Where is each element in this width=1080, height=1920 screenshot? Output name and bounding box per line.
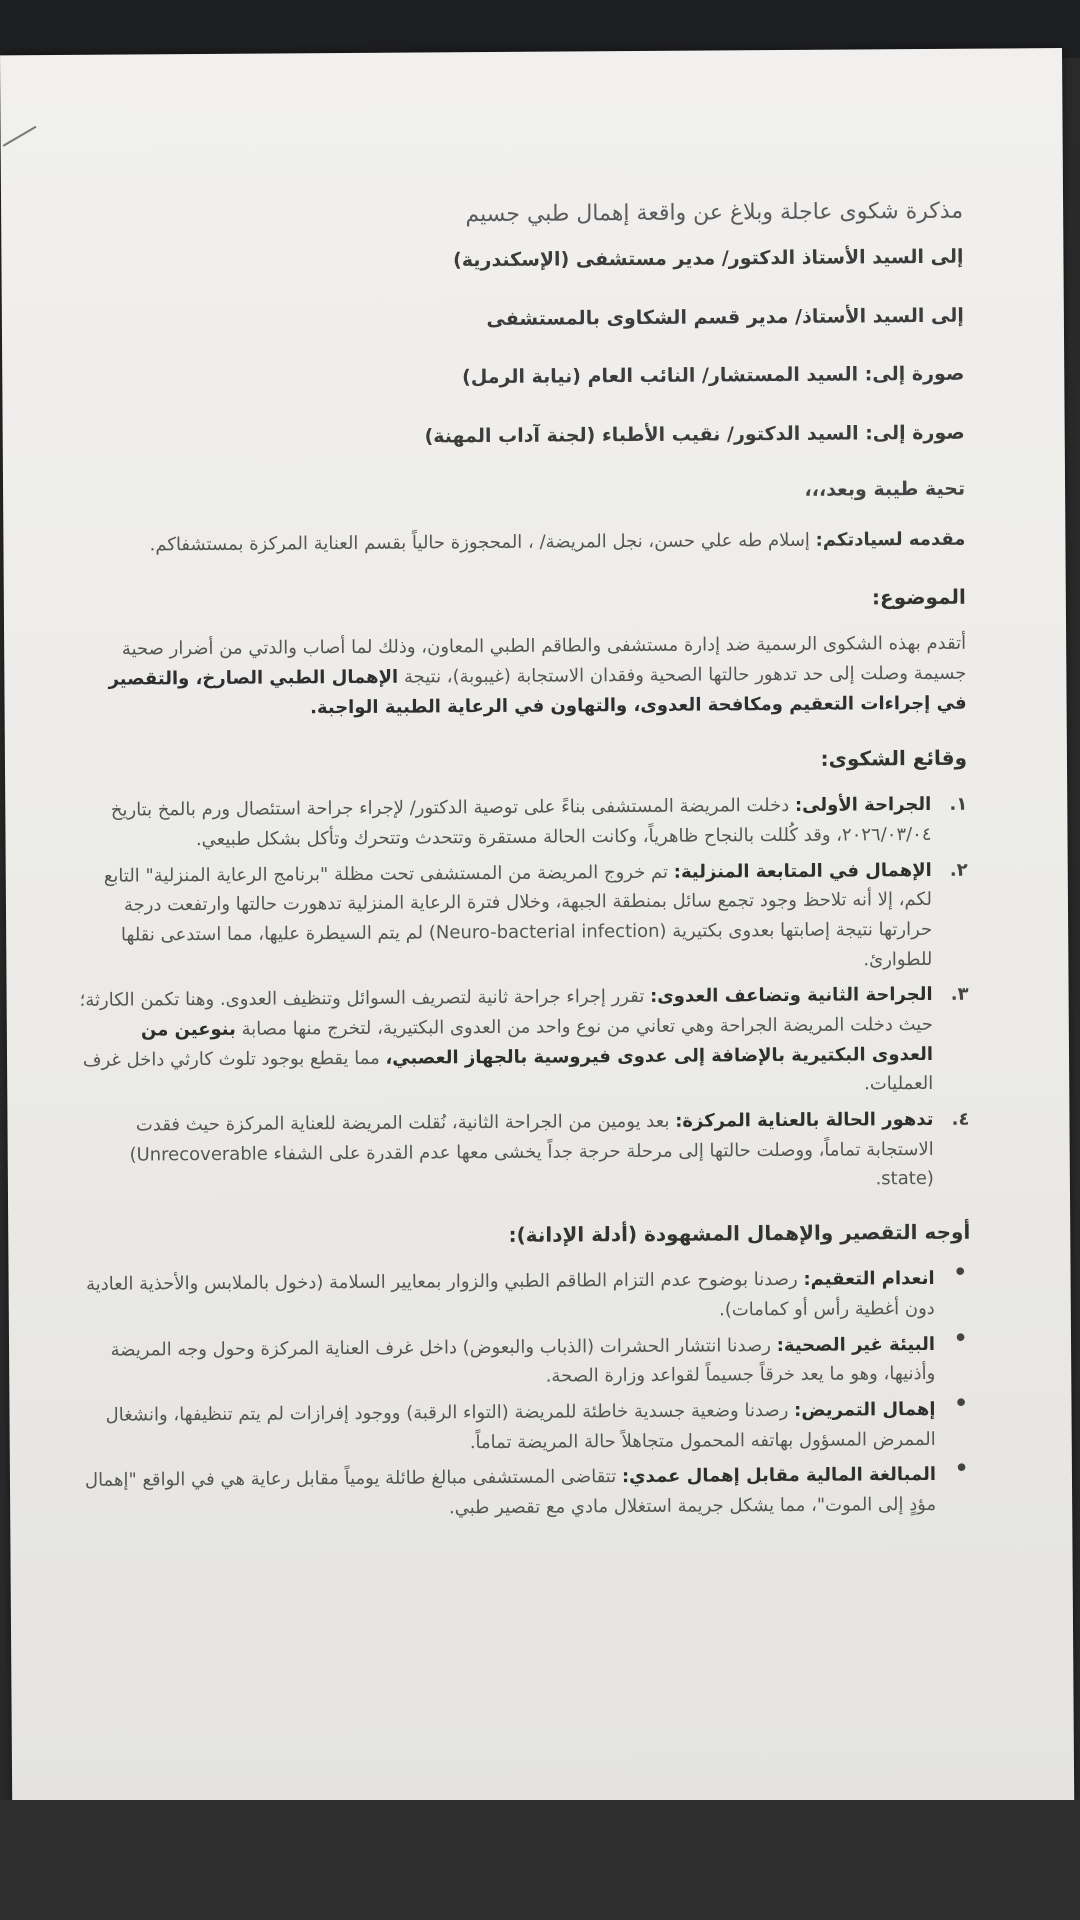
fact-text: دخلت المريضة المستشفى بناءً على توصية الدكتور/ لإجراء جراحة استئصال ورم بالمخ بتاريخ ٢٠٢٦/٠٣/٠٤، وقد كُللت بالنجاح ظاهرياً، وكانت الحالة مستقرة وتتحدث وتتحرك وتأكل بشكل طبيعي. [110,795,932,850]
fact-item-1 [75,790,968,855]
intro-label: مقدمه لسيادتكم: [815,529,966,552]
fact-number: ١. [949,793,968,816]
evidence-text: رصدنا بوضوح عدم التزام الطاقم الطبي والزوار بمعايير السلامة (دخول بالملابس والأحذية العادية دون أغطية رأس أو كمامات). [86,1269,935,1321]
evidence-text: رصدنا انتشار الحشرات (الذباب والبعوض) داخل غرف العناية المركزة وحول وجه المريضة وأذنيها، وهو ما يعد خرقاً جسيماً لقواعد وزارة الصحة. [110,1334,936,1387]
facts-heading: وقائع الشكوى: [820,745,968,771]
addressee-3: صورة إلى: السيد المستشار/ النائب العام (نيابة الرمل) [462,362,965,389]
intro-text: إسلام طه علي حسن، نجل المريضة/ ، المحجوزة حالياً بقسم العناية المركزة بمستشفاكم. [149,530,810,556]
page-fold-mark [3,126,37,147]
subject-paragraph [74,629,967,724]
fact-number: ٢. [949,859,968,881]
evidence-item-4 [80,1460,936,1525]
document-page [0,48,1074,1810]
fact-item-2 [76,856,968,981]
evidence-title: المبالغة المالية مقابل إهمال عمدي: [621,1464,937,1488]
subject-bold: الإهمال الطبي الصارخ، والتقصير في إجراءات التعقيم ومكافحة العدوى، والتهاون في الرعاية الطبية الواجبة. [108,666,967,718]
fact-text-end: ) لم يتم السيطرة عليها، مما استدعى نقلها للطوارئ. [120,922,933,971]
evidence-item-1 [79,1264,935,1329]
fact-text: تم خروج المريضة من المستشفى تحت مظلة "برنامج الرعاية المنزلية" التابع لكم، إلا أنه تلاحظ وجود تجمع سائل بمنطقة الجبهة، وخلال فترة الرعاية المنزلية تدهورت حالتها وارتفعت درجة حرارتها نتيجة إصابتها بعدوى بكتيرية ( [103,861,933,942]
intro-paragraph [73,526,965,561]
addressee-2: إلى السيد الأستاذ/ مدير قسم الشكاوى بالمستشفى [486,304,964,330]
fact-latin-term: (Unrecoverable state) [129,1143,934,1190]
bottom-dark-edge [0,1800,1080,1920]
greeting: تحية طيبة وبعد،،، [804,478,966,502]
fact-title: الجراحة الأولى: [794,794,932,817]
facts-list [75,790,970,1200]
evidence-list [79,1264,973,1526]
fact-title: تدهور الحالة بالعناية المركزة: [675,1109,934,1132]
document-body [71,199,972,1532]
fact-text-end: . [875,1168,882,1190]
addressee-4: صورة إلى: السيد الدكتور/ نقيب الأطباء (لجنة آداب المهنة) [424,421,965,448]
fact-number: ٣. [950,984,969,1006]
evidence-item-2 [79,1329,935,1394]
fact-item-3 [77,980,969,1105]
fact-title: الجراحة الثانية وتضاعف العدوى: [649,984,933,1008]
evidence-text: رصدنا وضعية جسدية خاطئة للمريضة (التواء الرقبة) ووجود إفرازات لم يتم تنظيفها، وانشغال الممرض المسؤول بهاتفه المحمول متجاهلاً حالة المريضة تماماً. [105,1399,936,1453]
evidence-item-3 [79,1395,935,1460]
fact-text-end: مما يقطع بوجود تلوث كارثي داخل غرف العمليات. [82,1047,934,1095]
fact-text: تقرر إجراء جراحة ثانية لتصريف السوائل وتنظيف العدوى. وهنا تكمن الكارثة؛ حيث دخلت المريضة الجراحة وهي تعاني من نوع واحد من العدوى البكتيرية، لتخرج منها مصابة [79,986,933,1040]
fact-bold: بنوعين من العدوى البكتيرية بالإضافة إلى عدوى فيروسية بالجهاز العصبي، [140,1018,934,1069]
fact-number: ٤. [951,1108,970,1130]
evidence-title: البيئة غير الصحية: [776,1333,936,1356]
subject-text: أتقدم بهذه الشكوى الرسمية ضد إدارة مستشفى والطاقم الطبي المعاون، وذلك لما أصاب والدتي من أضرار صحية جسيمة وصلت إلى حد تدهور حالتها الصحية وفقدان الاستجابة (غيبوبة)، نتيجة [121,632,967,688]
fact-title: الإهمال في المتابعة المنزلية: [673,859,932,883]
fact-text: بعد يومين من الجراحة الثانية، نُقلت المريضة للعناية المركزة حيث فقدت الاستجابة تماماً، ووصلت حالتها إلى مرحلة حرجة جداً يخشى معها عدم القدرة على الشفاء [135,1110,934,1165]
fact-latin-term: Neuro-bacterial infection [435,920,660,944]
evidence-text: تتقاضى المستشفى مبالغ طائلة يومياً مقابل رعاية هي في الواقع "إهمال مؤدٍ إلى الموت"، مما يشكل جريمة استغلال مادي مع تقصير طبي. [84,1466,937,1519]
evidence-heading: أوجه التقصير والإهمال المشهودة (أدلة الإدانة): [508,1219,971,1248]
subject-heading: الموضوع: [871,584,966,610]
evidence-title: إهمال التمريض: [794,1398,936,1421]
addressee-1: إلى السيد الأستاذ الدكتور/ مدير مستشفى (الإسكندرية) [453,245,964,272]
fact-item-4 [77,1105,970,1200]
document-title: مذكرة شكوى عاجلة وبلاغ عن واقعة إهمال طبي جسيم [465,198,964,228]
evidence-title: انعدام التعقيم: [803,1268,935,1291]
